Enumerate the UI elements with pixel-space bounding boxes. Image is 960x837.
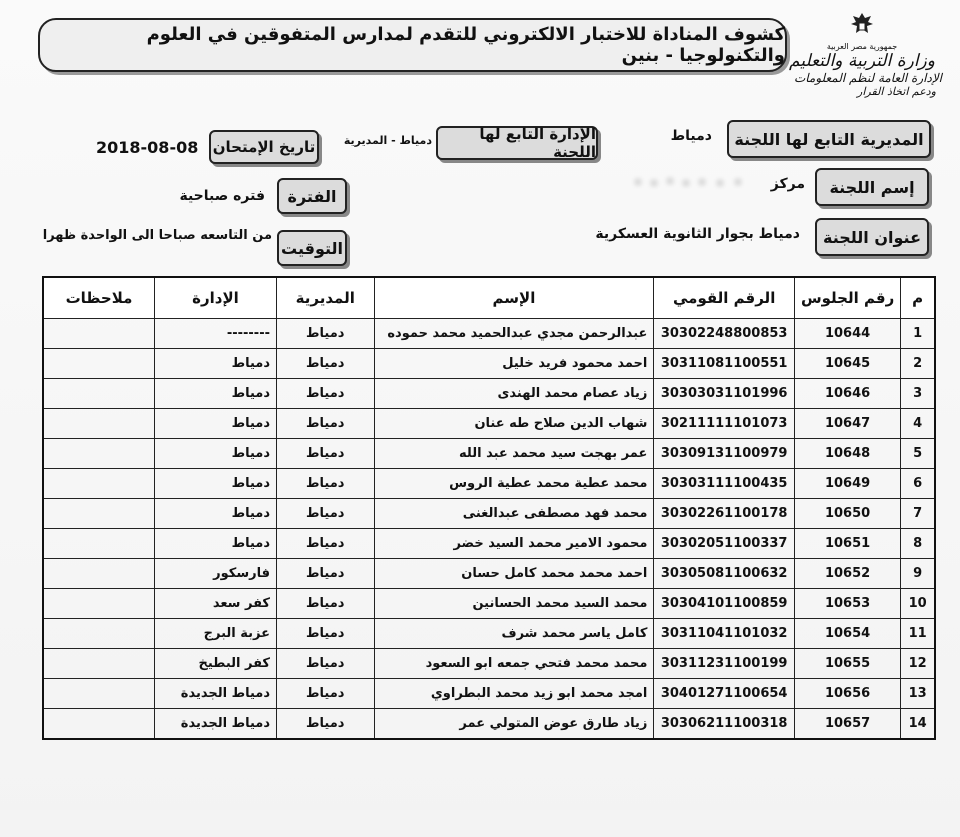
row-num: 5 [901, 439, 935, 469]
seat-number: 10644 [794, 319, 900, 349]
col-header-seat: رقم الجلوس [794, 277, 900, 319]
national-id: 30302248800853 [654, 319, 795, 349]
col-header-notes: ملاحظات [43, 277, 154, 319]
row-notes [43, 529, 154, 559]
period-label [277, 178, 347, 214]
ministry-logo [782, 12, 942, 112]
table-row [43, 619, 935, 649]
exam-date-label [209, 130, 319, 164]
row-num: 6 [901, 469, 935, 499]
row-administration: دمياط [154, 409, 276, 439]
student-name: احمد محمد محمد كامل حسان [374, 559, 654, 589]
seat-number: 10649 [794, 469, 900, 499]
row-directorate: دمياط [277, 529, 375, 559]
row-administration: دمياط [154, 439, 276, 469]
student-name: زياد طارق عوض المتولي عمر [374, 709, 654, 740]
row-administration: عزبة البرج [154, 619, 276, 649]
directorate-label [727, 120, 931, 158]
national-id: 30305081100632 [654, 559, 795, 589]
row-notes [43, 679, 154, 709]
seat-number: 10652 [794, 559, 900, 589]
table-row [43, 529, 935, 559]
row-directorate: دمياط [277, 469, 375, 499]
national-id: 30302261100178 [654, 499, 795, 529]
seat-number: 10656 [794, 679, 900, 709]
student-name: محمد السيد محمد الحسانين [374, 589, 654, 619]
row-num: 13 [901, 679, 935, 709]
student-name: شهاب الدين صلاح طه عنان [374, 409, 654, 439]
seat-number: 10653 [794, 589, 900, 619]
national-id: 30303031101996 [654, 379, 795, 409]
row-administration: -------- [154, 319, 276, 349]
national-id: 30401271100654 [654, 679, 795, 709]
committee-name-label [815, 168, 929, 206]
table-row [43, 679, 935, 709]
national-id: 30304101100859 [654, 589, 795, 619]
document-title [38, 18, 787, 72]
administration-label-text: الإدارة التابع لها اللجنة [479, 125, 596, 161]
table-row [43, 499, 935, 529]
row-administration: دمياط [154, 469, 276, 499]
committee-address-value: دمياط بجوار الثانوية العسكرية [595, 226, 800, 242]
seat-number: 10650 [794, 499, 900, 529]
student-name: احمد محمود فريد خليل [374, 349, 654, 379]
row-num: 3 [901, 379, 935, 409]
redacted-committee-name [630, 174, 750, 188]
table-row [43, 469, 935, 499]
row-num: 7 [901, 499, 935, 529]
row-directorate: دمياط [277, 409, 375, 439]
student-name: كامل ياسر محمد شرف [374, 619, 654, 649]
seat-number: 10645 [794, 349, 900, 379]
student-name: امجد محمد ابو زيد محمد البطراوي [374, 679, 654, 709]
row-directorate: دمياط [277, 319, 375, 349]
row-directorate: دمياط [277, 709, 375, 740]
timing-label [277, 230, 347, 266]
title-text: كشوف المناداة للاختبار الالكتروني للتقدم لمدارس المتفوقين في العلوم والتكنولوجيا - بنين [146, 24, 785, 66]
row-notes [43, 469, 154, 499]
timing-label-text: التوقيت [281, 238, 343, 258]
row-notes [43, 409, 154, 439]
administration-value: دمياط - المديرية [343, 134, 432, 147]
table-row [43, 589, 935, 619]
row-administration: دمياط [154, 349, 276, 379]
seat-number: 10654 [794, 619, 900, 649]
row-notes [43, 589, 154, 619]
row-directorate: دمياط [277, 439, 375, 469]
student-name: عبدالرحمن مجدي عبدالحميد محمد حموده [374, 319, 654, 349]
table-row [43, 349, 935, 379]
logo-department: الإدارة العامة لنظم المعلومات [793, 71, 942, 85]
row-num: 11 [901, 619, 935, 649]
row-administration: فارسكور [154, 559, 276, 589]
committee-name-label-text: إسم اللجنة [829, 177, 915, 197]
national-id: 30311231100199 [654, 649, 795, 679]
row-directorate: دمياط [277, 679, 375, 709]
row-num: 10 [901, 589, 935, 619]
national-id: 30302051100337 [654, 529, 795, 559]
student-name: محمد فهد مصطفى عبدالغنى [374, 499, 654, 529]
col-header-num: م [901, 277, 935, 319]
student-name: زياد عصام محمد الهندى [374, 379, 654, 409]
directorate-value: دمياط [670, 128, 712, 144]
seat-number: 10647 [794, 409, 900, 439]
row-num: 12 [901, 649, 935, 679]
logo-country: جمهورية مصر العربية [826, 42, 898, 51]
national-id: 30311081100551 [654, 349, 795, 379]
student-name: محمد محمد فتحي جمعه ابو السعود [374, 649, 654, 679]
row-administration: دمياط الجديدة [154, 679, 276, 709]
row-notes [43, 499, 154, 529]
student-name: عمر بهجت سيد محمد عبد الله [374, 439, 654, 469]
table-body [43, 319, 935, 740]
student-name: محمود الامير محمد السيد خضر [374, 529, 654, 559]
table-row [43, 559, 935, 589]
col-header-directorate: المديرية [277, 277, 375, 319]
exam-date-value: 2018-08-08 [96, 138, 199, 157]
table-row [43, 649, 935, 679]
committee-name-value: مركز [770, 176, 805, 192]
row-directorate: دمياط [277, 379, 375, 409]
national-id: 30211111101073 [654, 409, 795, 439]
logo-department-sub: ودعم اتخاذ القرار [857, 85, 936, 98]
period-value: فتره صباحية [179, 188, 265, 204]
seat-number: 10655 [794, 649, 900, 679]
row-notes [43, 649, 154, 679]
row-num: 14 [901, 709, 935, 740]
table-row [43, 319, 935, 349]
row-administration: دمياط الجديدة [154, 709, 276, 740]
table-header [43, 277, 935, 319]
col-header-administration: الإدارة [154, 277, 276, 319]
national-id: 30309131100979 [654, 439, 795, 469]
row-directorate: دمياط [277, 649, 375, 679]
row-notes [43, 559, 154, 589]
row-directorate: دمياط [277, 589, 375, 619]
col-header-name: الإسم [374, 277, 654, 319]
row-notes [43, 379, 154, 409]
seat-number: 10657 [794, 709, 900, 740]
national-id: 30303111100435 [654, 469, 795, 499]
row-num: 9 [901, 559, 935, 589]
row-administration: دمياط [154, 379, 276, 409]
committee-address-label [815, 218, 929, 256]
row-notes [43, 319, 154, 349]
row-administration: كفر البطيخ [154, 649, 276, 679]
committee-address-label-text: عنوان اللجنة [823, 227, 921, 247]
row-notes [43, 439, 154, 469]
table-row [43, 379, 935, 409]
row-num: 2 [901, 349, 935, 379]
seat-number: 10651 [794, 529, 900, 559]
row-num: 1 [901, 319, 935, 349]
row-directorate: دمياط [277, 499, 375, 529]
candidates-table [42, 276, 936, 740]
eagle-emblem-icon [849, 12, 875, 38]
directorate-label-text: المديرية التابع لها اللجنة [734, 129, 924, 149]
col-header-nid: الرقم القومي [654, 277, 795, 319]
row-num: 8 [901, 529, 935, 559]
row-directorate: دمياط [277, 619, 375, 649]
row-directorate: دمياط [277, 349, 375, 379]
table-row [43, 409, 935, 439]
table-row [43, 709, 935, 740]
seat-number: 10648 [794, 439, 900, 469]
national-id: 30311041101032 [654, 619, 795, 649]
table-row [43, 439, 935, 469]
logo-ministry: وزارة التربية والتعليم [789, 51, 935, 71]
period-label-text: الفترة [287, 186, 337, 206]
timing-value: من التاسعه صباحا الى الواحدة ظهرا [42, 228, 272, 243]
administration-label [436, 126, 598, 160]
exam-date-label-text: تاريخ الإمتحان [212, 138, 316, 156]
table-header-row [43, 277, 935, 319]
row-administration: دمياط [154, 529, 276, 559]
seat-number: 10646 [794, 379, 900, 409]
redaction-mark-icon [630, 174, 750, 188]
row-notes [43, 709, 154, 740]
row-num: 4 [901, 409, 935, 439]
row-notes [43, 619, 154, 649]
row-administration: دمياط [154, 499, 276, 529]
national-id: 30306211100318 [654, 709, 795, 740]
row-directorate: دمياط [277, 559, 375, 589]
student-name: محمد عطية محمد عطية الروس [374, 469, 654, 499]
row-administration: كفر سعد [154, 589, 276, 619]
row-notes [43, 349, 154, 379]
